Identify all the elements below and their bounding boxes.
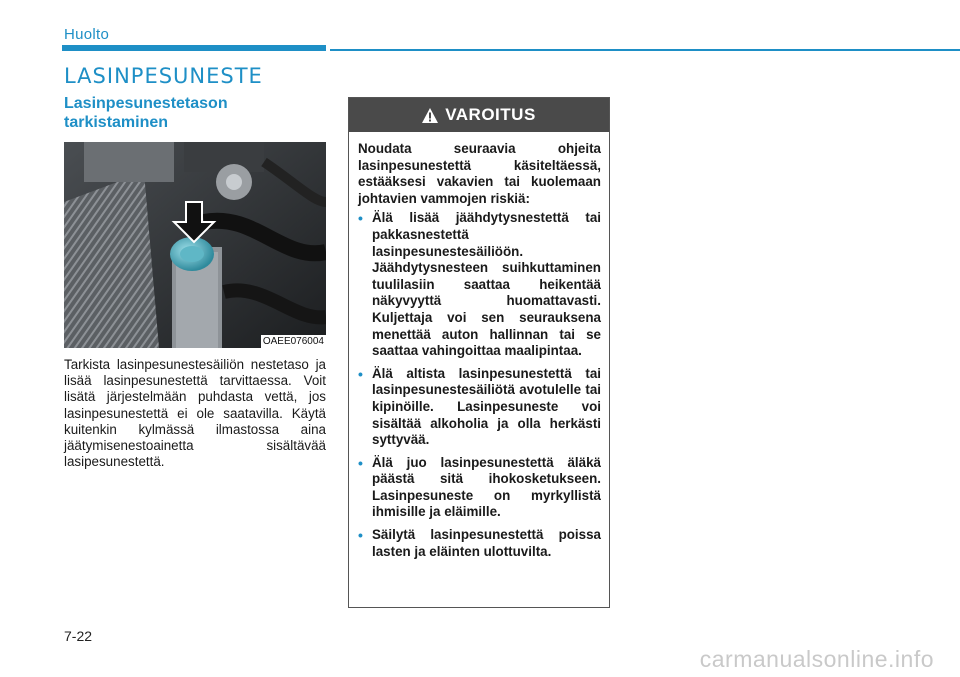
bullet-icon: •: [358, 454, 363, 471]
header-bar-thick: [62, 45, 326, 51]
watermark: carmanualsonline.info: [699, 646, 934, 672]
bullet-icon: •: [358, 365, 363, 382]
header-section-label: Huolto: [64, 26, 110, 43]
figure-code: OAEE076004: [262, 336, 324, 347]
warning-header: [349, 98, 609, 132]
warning-intro: Noudata seuraavia ohjeita lasinpesunestettä käsiteltäessä, estääksesi vakavien tai kuolemaan johtavien vammojen riskiä:: [358, 141, 601, 206]
warning-triangle-icon: [422, 108, 438, 123]
section-title: LASINPESUNESTE: [64, 64, 263, 88]
warning-box: [348, 97, 610, 608]
warning-list-item: • Säilytä lasinpesunestettä poissa lasten ja eläinten ulottuvilta.: [358, 527, 601, 559]
warning-list-item: • Älä lisää jäähdytysnestettä tai pakkasnestettä lasinpesunestesäiliöön. Jäähdytysnesteen suihkuttaminen tuulilasiin saattaa heikentää näkyvyyttä huomattavasti. Kuljettaja voi sen seurauksena menettää auton hallinnan tai se saattaa vahingoittaa maalipintaa.: [358, 210, 601, 359]
engine-bay-illustration: [64, 142, 326, 348]
header-bar-thin: [330, 49, 960, 51]
page-number: 7-22: [64, 628, 93, 644]
warning-list-item: • Älä juo lasinpesunestettä äläkä päästä sitä ihokosketukseen. Lasinpesuneste on myrkyllistä ihmisille ja eläimille.: [358, 454, 601, 520]
warning-list: [358, 210, 601, 560]
engine-photo: [64, 142, 326, 348]
bullet-icon: •: [358, 527, 363, 544]
warning-title: VAROITUS: [445, 105, 536, 124]
bullet-icon: •: [358, 210, 363, 227]
warning-list-item: • Älä altista lasinpesunestettä tai lasinpesunestesäiliötä avotulelle tai kipinöille. Lasinpesuneste voi sisältää alkoholia ja olla herkästi syttyvää.: [358, 365, 601, 448]
body-paragraph: Tarkista lasinpesunestesäiliön nestetaso ja lisää lasinpesunestettä tarvittaessa. Voit lisätä järjestelmään puhdasta vettä, jos lasinpesunestettä ei ole saatavilla. Käytä kuitenkin kylmässä ilmastossa aina jäätymisenestoainetta sisältävää lasipesunestettä.: [64, 357, 326, 470]
warning-body: [349, 132, 609, 560]
sub-title: Lasinpesunestetason tarkistaminen: [64, 95, 228, 131]
